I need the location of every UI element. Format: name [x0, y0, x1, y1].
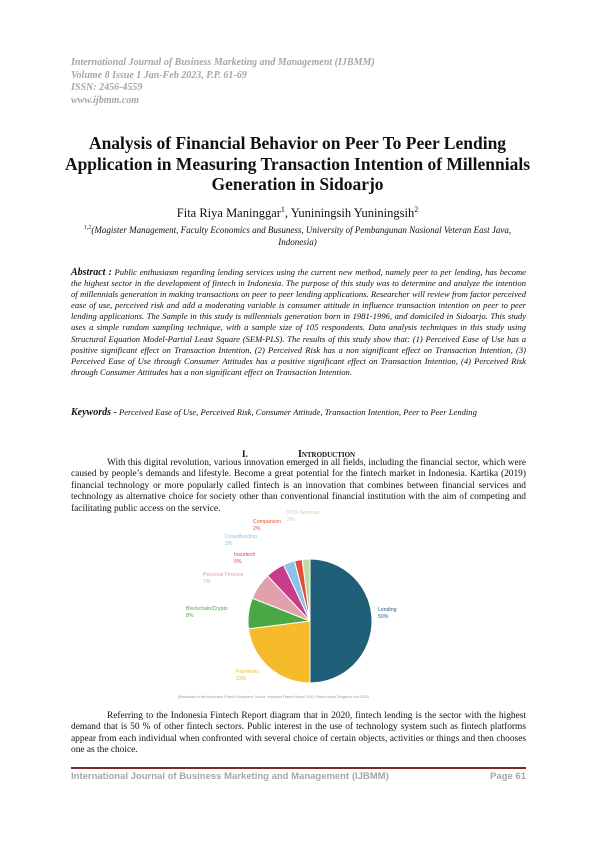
section-title: Introduction [297, 449, 356, 460]
pie-value-blockchain-crypto: 8% [186, 613, 194, 619]
keywords-label: Keywords - [71, 407, 117, 418]
pie-value-comparison: 2% [253, 526, 261, 532]
pie-label-personal-finance: Personal Finance [203, 572, 244, 578]
journal-issn: ISSN: 2456-4559 [71, 82, 143, 94]
pie-slice-lending [310, 559, 372, 683]
author-1-sup: 1 [280, 205, 285, 214]
journal-header [71, 57, 531, 107]
paragraph-2: Referring to the Indonesia Fintech Report diagram that in 2020, fintech lending is the sector with the highest demand that is 50 % of other fintech sectors. Public interest in the use of technology system such as fintech platforms appear from each individual when confronted with several choice of certain objects, activities or things and then chooses one as the choice. [71, 711, 526, 756]
pie-svg [170, 510, 430, 703]
author-2-sup: 2 [414, 205, 419, 214]
author-1: Fita Riya Maninggar [176, 206, 281, 221]
paper-title: Analysis of Financial Behavior on Peer To Peer Lending Application in Measuring Transaction Intention of Millennials Generation in Sidoarjo [64, 133, 531, 194]
pie-value-payments: 23% [236, 676, 247, 682]
pie-value-crowdfunding: 3% [225, 541, 233, 547]
pie-label-comparison: Comparison [253, 519, 281, 525]
chart-source-note: (Breakdown of the Indonesian Fintech Ecosystem. Source: Indonesia Fintech Report 2020, Fintech News Singapore Nov 2020) [178, 695, 369, 699]
pie-value-insurtech: 5% [234, 559, 242, 565]
pie-value-personal-finance: 7% [203, 579, 211, 585]
affiliation-sup: 1,2 [83, 225, 92, 231]
footer-journal: International Journal of Business Marketing and Management (IJBMM) [71, 771, 389, 782]
journal-volume: Volume 8 Issue 1 Jan-Feb 2023, P.P. 61-69 [71, 69, 247, 81]
affiliation-text: (Magister Management, Faculty Economics and Busuness, University of Pembangunan Nasional Veteran East Java, Indonesia) [91, 225, 512, 247]
journal-name: International Journal of Business Marketing and Management (IJBMM) [71, 57, 375, 68]
pie-label-lending: Lending [378, 607, 397, 613]
page-number: Page 61 [490, 771, 526, 782]
author-2: Yuniningsih Yuniningsih [290, 206, 415, 221]
keywords-text: Perceived Ease of Use, Perceived Risk, Consumer Attitude, Transaction Intention, Peer to Peer Lending [116, 407, 477, 417]
abstract [71, 267, 526, 378]
authors [60, 205, 535, 221]
pie-label-crowdfunding: Crowdfunding [225, 534, 258, 540]
fintech-pie-chart [170, 510, 430, 703]
footer-divider [71, 767, 526, 769]
journal-website[interactable]: www.ijbmm.com [71, 94, 139, 106]
pie-label-insurtech: Insurtech [234, 552, 256, 558]
keywords [71, 407, 526, 418]
author-separator: , [284, 206, 291, 221]
paragraph-1: With this digital revolution, various innovation emerged in all fields, including the financial sector, which were caused by people’s demands and lifestyle. Become a great potential for the fintech market in Indonesia. Kartika (2019) financial technology or more popularly called fintech is an innovation that combines between financial services and technology as alternative choice for society other than conventional financial institution with the aim of competing and facilitating public access on the service. [71, 458, 526, 514]
page-footer [71, 771, 526, 782]
pie-value-lending: 50% [378, 614, 389, 620]
abstract-text: Public enthusiasm regarding lending services using the current new method, namely peer to per lending, has become the highest sector in the development of fintech in Indonesia. The purpose of this study was to determine and analyze the intention of millennials generation in making transactions on peer to peer lending applications. Researcher will review from factor perceived ease of use, perceived risk and add a moderating variable is consumer attitude in influence transaction intention on peer to peer lending applications. The Sample in this study is millennials generation born in 1981-1996, and domiciled in Sidoarjo. This study uses a simple random sampling technique, with a sample size of 105 respondents. Data analysis techniques in this study using Structural Equation Model-Partial Least Square (SEM-PLS). The results of this study show that: (1) Perceived Ease of Use has a positive significant effect on Transaction Intention, (2) Perceived Risk has a non significant effect on Transaction Intention, (3) Perceived Ease of Use through Consumer Attitudes has a positive significant effect on Transaction Intention, (4) Perceived Risk through Consumer Attitudes has a non significant effect on Transaction Intention. [71, 267, 526, 377]
pie-value-pos-services: 2% [287, 517, 295, 523]
pie-label-blockchain-crypto: Blockchain/Crypto [186, 606, 228, 612]
pie-label-pos-services: POS Services [287, 510, 320, 516]
abstract-label: Abstract : [71, 267, 112, 278]
affiliation [80, 222, 515, 248]
pie-label-payments: Payments [236, 669, 260, 675]
section-number: I. [241, 450, 248, 460]
